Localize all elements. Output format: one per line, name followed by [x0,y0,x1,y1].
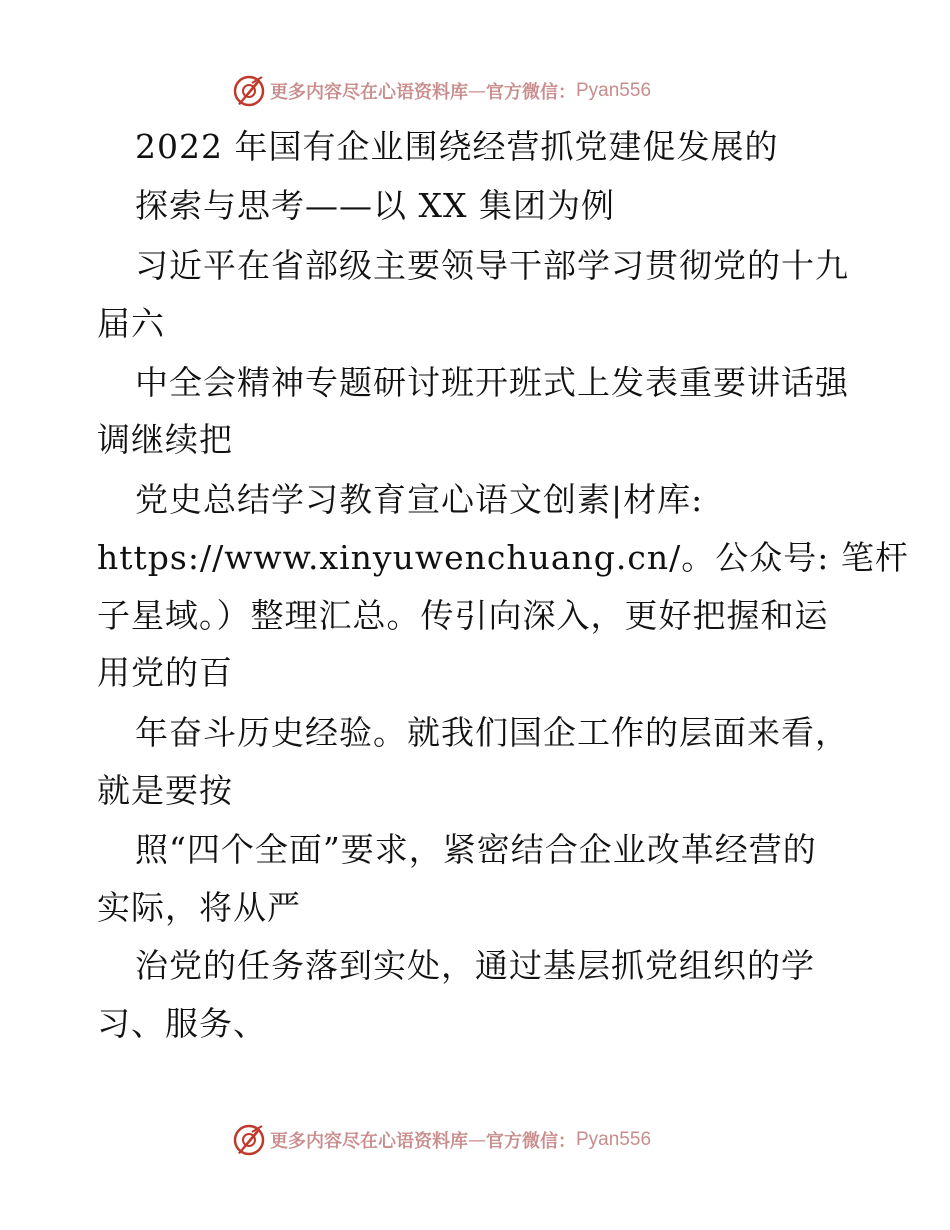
body-line: 调继续把 [97,420,233,459]
body-line: 就是要按 [97,771,233,810]
quill-logo-icon [232,74,266,108]
body-line: 用党的百 [97,653,233,692]
body-line: 子星域。）整理汇总。传引向深入，更好把握和运 [97,596,829,635]
header-watermark [232,74,651,108]
watermark-separator: — [468,80,486,102]
body-line: 治党的任务落到实处，通过基层抓党组织的学 [135,946,815,985]
body-line: 届六 [97,304,165,343]
title-line-1: 2022 年国有企业围绕经营抓党建促发展的 [135,127,779,166]
watermark-separator: — [468,1129,486,1151]
watermark-contact: 官方微信： [486,82,576,103]
url-line: https://www.xinyuwenchuang.cn/。公众号: 笔杆 [97,538,909,577]
watermark-wechat-id: Pyan556 [576,80,652,101]
watermark-contact: 官方微信： [486,1131,576,1152]
body-line: 党史总结学习教育宣心语文创素|材库: [135,480,704,519]
watermark-wechat-id: Pyan556 [576,1129,652,1150]
watermark-text: 更多内容尽在心语资料库 [270,82,468,103]
footer-watermark [232,1123,651,1157]
quill-logo-icon [232,1123,266,1157]
title-line-2: 探索与思考——以 XX 集团为例 [135,186,615,225]
body-line: 实际，将从严 [97,888,301,927]
body-line: 年奋斗历史经验。就我们国企工作的层面来看， [135,713,849,752]
body-line: 习、服务、 [97,1004,267,1043]
body-line: 照“四个全面”要求，紧密结合企业改革经营的 [135,830,817,869]
body-line: 中全会精神专题研讨班开班式上发表重要讲话强 [135,363,849,402]
body-line: 习近平在省部级主要领导干部学习贯彻党的十九 [135,246,849,285]
watermark-text: 更多内容尽在心语资料库 [270,1131,468,1152]
